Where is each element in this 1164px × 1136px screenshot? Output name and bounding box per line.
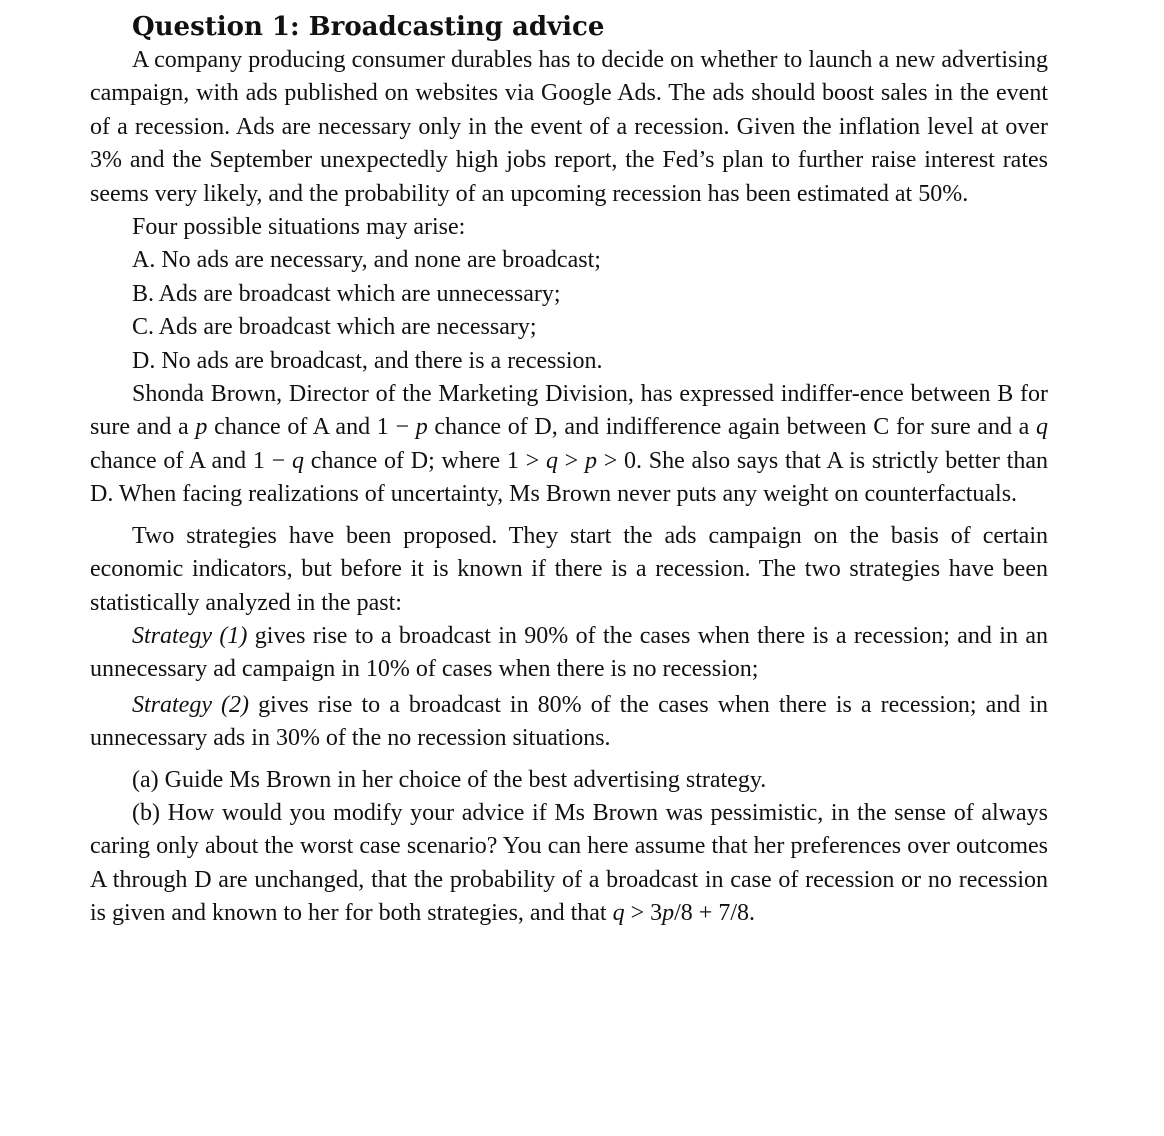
pref-var-q: q: [291, 447, 304, 474]
pref-text-5: chance of D; where 1 >: [303, 447, 546, 474]
situation-b: B. Ads are broadcast which are unnecessary;: [132, 280, 561, 307]
situation-c: C. Ads are broadcast which are necessary;: [132, 314, 537, 341]
question-a: (a) Guide Ms Brown in her choice of the best advertising strategy.: [132, 766, 767, 793]
question-document: [90, 10, 1048, 931]
question-title: Question 1: Broadcasting advice: [132, 12, 605, 42]
question-b-text: (b) How would you modify your advice if Ms Brown was pessimistic, in the sense of always caring only about the worst case scenario? You can here assume that her preferences over outcomes A through D are unchanged, that the probability of a broadcast in case of recession or no recession is given and known to her for both strategies, and that: [90, 799, 1048, 927]
pref-text-7: > 0. She also says that A is strictly better than D. When facing realizations of uncertainty, Ms Brown never puts any weight on counterfactuals.: [90, 447, 1048, 508]
pref-text-1: Shonda Brown, Director of the Marketing Division, has expressed indiffer-ence between B for sure and a: [90, 381, 1048, 441]
strategy-1: [90, 620, 1048, 687]
strategy-2-text: gives rise to a broadcast in 80% of the cases when there is a recession; and in unnecessary ads in 30% of the no recession situations.: [90, 691, 1049, 752]
pref-var-p: p: [584, 447, 597, 474]
preferences-paragraph: [90, 378, 1048, 512]
pref-text-2: chance of A and 1 −: [207, 414, 416, 441]
strategy-2-label: Strategy (2): [132, 691, 250, 718]
intro-paragraph: A company producing consumer durables has to decide on whether to launch a new advertising campaign, with ads published on websites via Google Ads. The ads should boost sales in the event of a recession. Ads are necessary only in the event of a recession. Given the inflation level at over 3% and the September unexpectedly high jobs report, the Fed’s plan to further raise interest rates seems very likely, and the probability of an upcoming recession has been estimated at 50%.: [90, 47, 1048, 207]
question-b-var-q: q: [612, 900, 625, 927]
strategy-2: [90, 689, 1048, 756]
situation-a: A. No ads are necessary, and none are broadcast;: [132, 247, 601, 274]
situations-lead: Four possible situations may arise:: [132, 214, 466, 241]
pref-var-p: p: [195, 414, 208, 441]
question-b-tail-1: > 3: [624, 900, 663, 927]
pref-var-q: q: [545, 447, 558, 474]
pref-var-p: p: [415, 414, 428, 441]
strategies-lead: Two strategies have been proposed. They start the ads campaign on the basis of certain economic indicators, but before it is known if there is a recession. The two strategies have been statistically analyzed in the past:: [90, 522, 1048, 616]
strategy-1-text: gives rise to a broadcast in 90% of the cases when there is a recession; and in an unnecessary ad campaign in 10% of cases when there is no recession;: [90, 622, 1049, 683]
situation-d: D. No ads are broadcast, and there is a recession.: [132, 347, 603, 374]
question-b: [90, 797, 1048, 931]
pref-text-6: >: [557, 447, 585, 474]
question-b-var-p: p: [662, 900, 675, 927]
pref-text-3: chance of D, and indifference again between C for sure and a: [427, 414, 1036, 441]
question-b-tail-2: /8 + 7/8.: [674, 900, 755, 927]
pref-text-4: chance of A and 1 −: [90, 447, 292, 474]
strategy-1-label: Strategy (1): [132, 622, 248, 649]
pref-var-q: q: [1036, 414, 1048, 441]
